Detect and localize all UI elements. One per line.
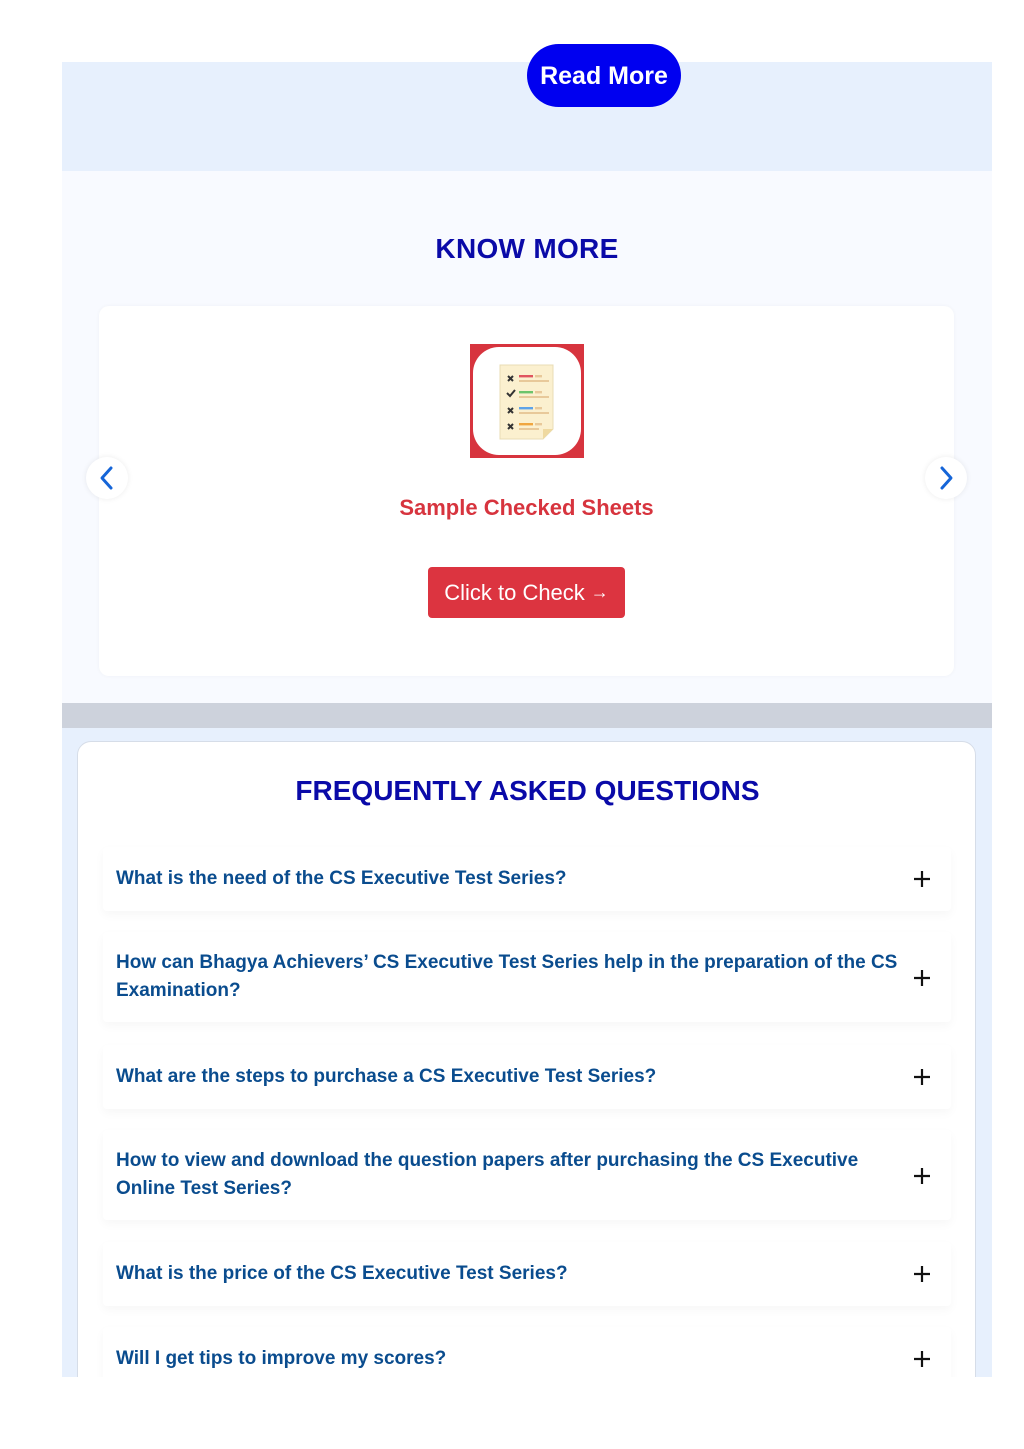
faq-question: Will I get tips to improve my scores? [116,1348,447,1369]
click-to-check-button[interactable] [428,567,625,618]
click-to-check-label: Click to Check [444,579,585,605]
faq-title: FREQUENTLY ASKED QUESTIONS [295,775,760,806]
faq-item[interactable] [103,1130,951,1220]
faq-item[interactable] [103,1045,951,1109]
faq-question: What are the steps to purchase a CS Executive Test Series? [116,1066,657,1087]
plus-icon[interactable] [911,967,933,989]
faq-item[interactable] [103,847,951,911]
carousel-next-button[interactable] [925,457,967,499]
plus-icon[interactable] [911,1165,933,1187]
read-more-button[interactable]: Read More [527,44,681,107]
faq-item[interactable] [103,1242,951,1306]
know-more-card [99,306,954,676]
faq-question: How can Bhagya Achievers’ CS Executive Test Series help in the preparation of the CS Examination? [116,952,898,1001]
faq-question: What is the price of the CS Executive Test Series? [116,1263,568,1284]
chevron-left-icon [97,465,117,491]
plus-icon[interactable] [911,1348,933,1370]
faq-section [77,741,976,1441]
section-divider [62,703,992,728]
carousel-prev-button[interactable] [86,457,128,499]
plus-icon[interactable] [911,1066,933,1088]
checklist-sheet-icon [470,344,584,458]
faq-item[interactable] [103,932,951,1022]
faq-question: How to view and download the question papers after purchasing the CS Executive Online Test Series? [116,1150,859,1199]
plus-icon[interactable] [911,868,933,890]
know-more-section [62,171,992,703]
page-bottom-whitespace [0,1377,1024,1449]
faq-question: What is the need of the CS Executive Test Series? [116,868,567,889]
chevron-right-icon [936,465,956,491]
arrow-right-icon: → [590,582,609,602]
card-title: Sample Checked Sheets [399,495,654,520]
know-more-title: KNOW MORE [435,233,619,264]
plus-icon[interactable] [911,1263,933,1285]
